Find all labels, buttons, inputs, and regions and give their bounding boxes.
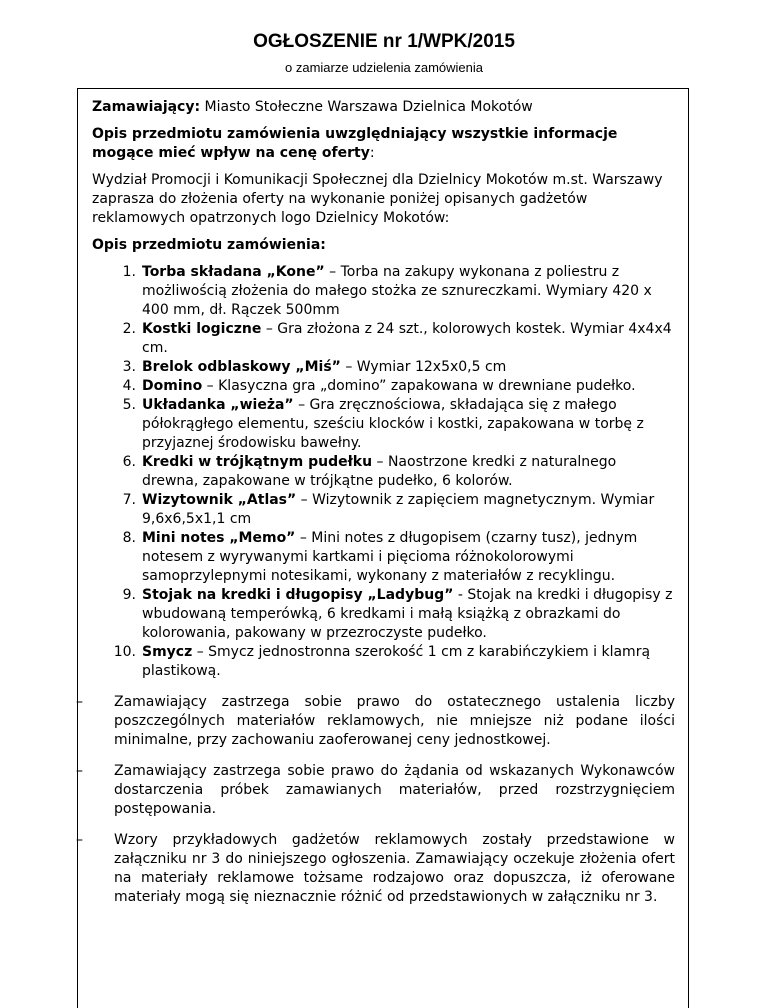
item-name: Mini notes „Memo” xyxy=(142,530,296,546)
item-name: Brelok odblaskowy „Miś” xyxy=(142,359,341,375)
document-title: OGŁOSZENIE nr 1/WPK/2015 xyxy=(253,31,515,52)
notes-list xyxy=(76,693,675,907)
note-text: Zamawiający zastrzega sobie prawo do żądania od wskazanych Wykonawców dostarczenia próbek zamawianych materiałów, przed rozstrzygnięciem postępowania. xyxy=(114,763,675,817)
items-list xyxy=(92,263,675,681)
dash-bullet: – xyxy=(76,763,83,779)
list-item xyxy=(92,453,675,491)
list-item xyxy=(92,263,675,320)
ordering-party-label: Zamawiający: xyxy=(92,99,201,115)
item-description: – Smycz jednostronna szerokość 1 cm z karabińczykiem i klamrą plastikową. xyxy=(142,644,651,679)
item-name: Wizytownik „Atlas” xyxy=(142,492,297,508)
item-description: – Naostrzone kredki z naturalnego drewna, zapakowane w trójkątne pudełko, 6 kolorów. xyxy=(142,454,617,489)
items-heading-text: Opis przedmiotu zamówienia: xyxy=(92,237,326,253)
description-heading xyxy=(92,125,675,163)
description-heading-suffix: : xyxy=(369,145,375,161)
item-number: 6. xyxy=(122,454,136,470)
item-number: 8. xyxy=(122,530,136,546)
ordering-party xyxy=(92,98,675,117)
item-name: Kostki logiczne xyxy=(142,321,262,337)
dash-bullet: – xyxy=(76,694,83,710)
item-number: 4. xyxy=(122,378,136,394)
item-number: 3. xyxy=(122,359,136,375)
list-item xyxy=(92,358,675,377)
ordering-party-value: Miasto Stołeczne Warszawa Dzielnica Mokotów xyxy=(200,99,533,115)
item-number: 9. xyxy=(122,587,136,603)
dash-bullet: – xyxy=(76,832,83,848)
list-item xyxy=(92,377,675,396)
items-heading xyxy=(92,236,675,255)
note-item xyxy=(76,762,675,819)
item-description: – Mini notes z długopisem (czarny tusz), jednym notesem z wyrywanymi kartkami i pięcioma różnokolorowymi samoprzylepnymi notesikami, wykonany z materiałów z recyklingu. xyxy=(142,530,638,584)
list-item xyxy=(92,643,675,681)
description-heading-text: Opis przedmiotu zamówienia uwzględniający wszystkie informacje mogące mieć wpływ na cenę oferty xyxy=(92,126,618,161)
document-body xyxy=(76,98,675,919)
list-item xyxy=(92,396,675,453)
note-text: Wzory przykładowych gadżetów reklamowych zostały przedstawione w załączniku nr 3 do niniejszego ogłoszenia. Zamawiający oczekuje złożenia ofert na materiały reklamowe tożsame rodzajowo oraz dopuszcza, iż oferowane materiały mogą się nieznacznie różnić od przedstawionych w załączniku nr 3. xyxy=(114,832,675,905)
list-item xyxy=(92,491,675,529)
document-subtitle: o zamiarze udzielenia zamówienia xyxy=(285,60,483,75)
item-description: - Stojak na kredki i długopisy z wbudowaną temperówką, 6 kredkami i małą książką z obrazkami do kolorowania, pakowany w przezroczyste pudełko. xyxy=(142,587,673,641)
item-description: – Torba na zakupy wykonana z poliestru z możliwością złożenia do małego stożka ze sznureczkami. Wymiary 420 x 400 mm, dł. Rączek 500mm xyxy=(142,264,652,318)
item-name: Stojak na kredki i długopisy „Ladybug” xyxy=(142,587,454,603)
item-number: 1. xyxy=(122,264,136,280)
note-item xyxy=(76,831,675,907)
item-description: – Klasyczna gra „domino” zapakowana w drewniane pudełko. xyxy=(202,378,636,394)
item-description: – Gra złożona z 24 szt., kolorowych kostek. Wymiar 4x4x4 cm. xyxy=(142,321,672,356)
item-description: – Gra zręcznościowa, składająca się z małego półokrągłego elementu, sześciu klocków i kostki, zapakowana w torbę z przyjaznej środowisku bawełny. xyxy=(142,397,644,451)
item-number: 5. xyxy=(122,397,136,413)
list-item xyxy=(92,586,675,643)
list-item xyxy=(92,320,675,358)
item-name: Smycz xyxy=(142,644,193,660)
list-item xyxy=(92,529,675,586)
note-item xyxy=(76,693,675,750)
intro-paragraph: Wydział Promocji i Komunikacji Społecznej dla Dzielnicy Mokotów m.st. Warszawy zaprasza do złożenia oferty na wykonanie poniżej opisanych gadżetów reklamowych opatrzonych logo Dzielnicy Mokotów: xyxy=(92,172,663,226)
item-number: 2. xyxy=(122,321,136,337)
item-name: Układanka „wieża” xyxy=(142,397,294,413)
item-name: Torba składana „Kone” xyxy=(142,264,325,280)
item-number: 7. xyxy=(122,492,136,508)
item-number: 10. xyxy=(113,644,136,660)
item-name: Domino xyxy=(142,378,203,394)
item-description: – Wymiar 12x5x0,5 cm xyxy=(340,359,507,375)
item-description: – Wizytownik z zapięciem magnetycznym. Wymiar 9,6x6,5x1,1 cm xyxy=(142,492,655,527)
note-text: Zamawiający zastrzega sobie prawo do ostatecznego ustalenia liczby poszczególnych materiałów reklamowych, nie mniejsze niż podane ilości minimalne, przy zachowaniu zaoferowanej ceny jednostkowej. xyxy=(114,694,675,748)
item-name: Kredki w trójkątnym pudełku xyxy=(142,454,373,470)
